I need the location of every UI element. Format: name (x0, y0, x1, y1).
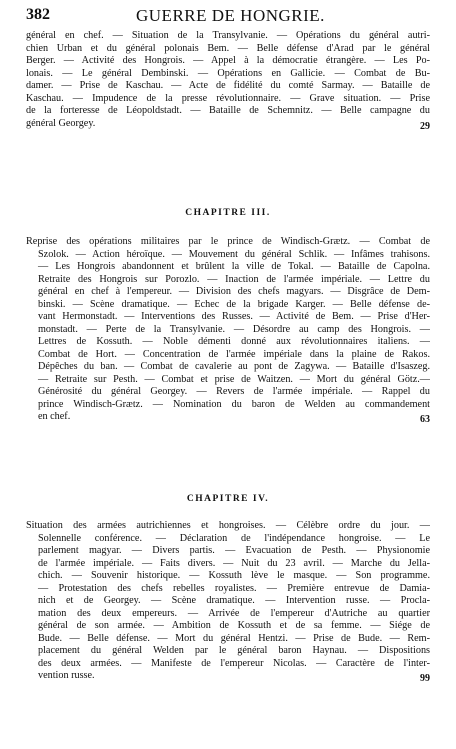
summary-text: en chef. (38, 411, 71, 422)
summary-line: de l'armée impériale. — Faits divers. — Nuit du 23 avril. — Marche du Jella- (38, 557, 430, 569)
summary-line: nich et de Georgey. — Scène dramatique. — Intervention russe. — Procla- (38, 595, 430, 606)
summary-line: binski. — Scène dramatique. — Echec de la brigade Karger. — Belle défense de- (38, 298, 430, 310)
summary-text: général Georgey. (26, 117, 96, 129)
chapter-4-summary (26, 520, 430, 683)
summary-text: vention russe. (38, 670, 95, 681)
chapter-3-heading: CHAPITRE III. (185, 208, 271, 218)
summary-line: — Retraite sur Pesth. — Combat et prise de Waitzen. — Mort du général Götz.— (38, 373, 430, 385)
summary-line: général en chef à l'empereur. — Division des chefs magyars. — Disgrâce de Dem- (38, 286, 430, 297)
summary-line-last (26, 670, 430, 683)
summary-line: — Protestation des chefs rebelles royalistes. — Première entrevue de Damia- (38, 582, 430, 594)
summary-line: général de son armée. — Ambition de Kossuth et de sa femme. — Siége de (38, 620, 430, 631)
summary-line: mation des deux empereurs. — Arrivée de l'empereur d'Autriche au quartier (38, 607, 430, 619)
summary-line: Retraite des Hongrois sur Porozlo. — Inaction de l'armée impériale. — Lettre du (38, 273, 430, 285)
page-reference: 99 (420, 673, 430, 683)
summary-line: parlement magyar. — Divers partis. — Evacuation de Pesth. — Physionomie (38, 545, 430, 556)
summary-line: chich. — Souvenir historique. — Kossuth lève le masque. — Son programme. (38, 570, 430, 581)
summary-line: Berger. — Activité des Hongrois. — Appel à la démocratie étrangère. — Les Po- (26, 55, 430, 66)
page-number: 382 (26, 6, 50, 23)
chapter-summary-continued (26, 30, 430, 130)
summary-line: damer. — Prise de Kaschau. — Acte de fidélité du comté Sarmay. — Bataille de (26, 80, 430, 91)
summary-line: lonais. — Le général Dembinski. — Opérations en Gallicie. — Combat de Bu- (26, 67, 430, 79)
summary-line: vant Hermonstadt. — Interventions des Russes. — Activité de Bem. — Prise d'Her- (38, 311, 430, 322)
summary-line: Situation des armées autrichiennes et hongroises. — Célèbre ordre du jour. — (26, 520, 430, 531)
summary-line: Combat de Hort. — Concentration de l'armée impériale dans la plaine de Rakos. (38, 348, 430, 360)
page-reference: 29 (420, 120, 430, 130)
summary-line: Solennelle conférence. — Déclaration de l'indépendance hongroise. — Le (38, 532, 430, 544)
page-reference: 63 (420, 414, 430, 424)
summary-line: placement du général Welden par le général baron Haynau. — Dispositions (38, 645, 430, 656)
summary-line: général en chef. — Situation de la Transylvanie. — Opérations du général autri- (26, 30, 430, 41)
summary-line: monstadt. — Perte de la Transylvanie. — Désordre au camp des Hongrois. — (38, 323, 430, 335)
summary-line: prince Windisch-Grætz. — Nomination du baron de Welden au commandement (38, 398, 430, 410)
summary-line: Générosité du général Georgey. — Revers de l'armée impériale. — Rappel du (38, 386, 430, 397)
summary-line-last (26, 118, 430, 131)
summary-line: des deux armées. — Manifeste de l'empereur Nicolas. — Caractère de l'inter- (38, 657, 430, 669)
summary-line: Dépêches du ban. — Combat de cavalerie au pont de Zagywa. — Bataille d'Isaszeg. (38, 361, 430, 372)
running-title: GUERRE DE HONGRIE. (136, 6, 325, 25)
summary-line: Kaschau. — Impudence de la presse révolutionnaire. — Grave situation. — Prise (26, 92, 430, 104)
chapter-4-heading: CHAPITRE IV. (186, 494, 270, 504)
summary-line: — Les Hongrois abandonnent et brûlent la ville de Tokal. — Bataille de Capolna. (38, 261, 430, 272)
chapter-3-summary (26, 236, 430, 424)
summary-line: Lettres de Kossuth. — Noble démenti donné aux révolutionnaires italiens. — (38, 336, 430, 347)
summary-line: chien Urban et du général polonais Bem. — Belle défense d'Arad par le général (26, 42, 430, 54)
summary-line: Reprise des opérations militaires par le prince de Windisch-Grætz. — Combat de (26, 236, 430, 247)
summary-line: Bude. — Belle défense. — Mort du général Hentzi. — Prise de Bude. — Rem- (38, 632, 430, 644)
running-head (26, 6, 430, 28)
summary-line-last (26, 411, 430, 424)
summary-line: de la forteresse de Léopoldstadt. — Bataille de Schemnitz. — Belle campagne du (26, 105, 430, 116)
summary-line: Szolok. — Action héroïque. — Mouvement du général Schlik. — Infâmes trahisons. (38, 248, 430, 260)
